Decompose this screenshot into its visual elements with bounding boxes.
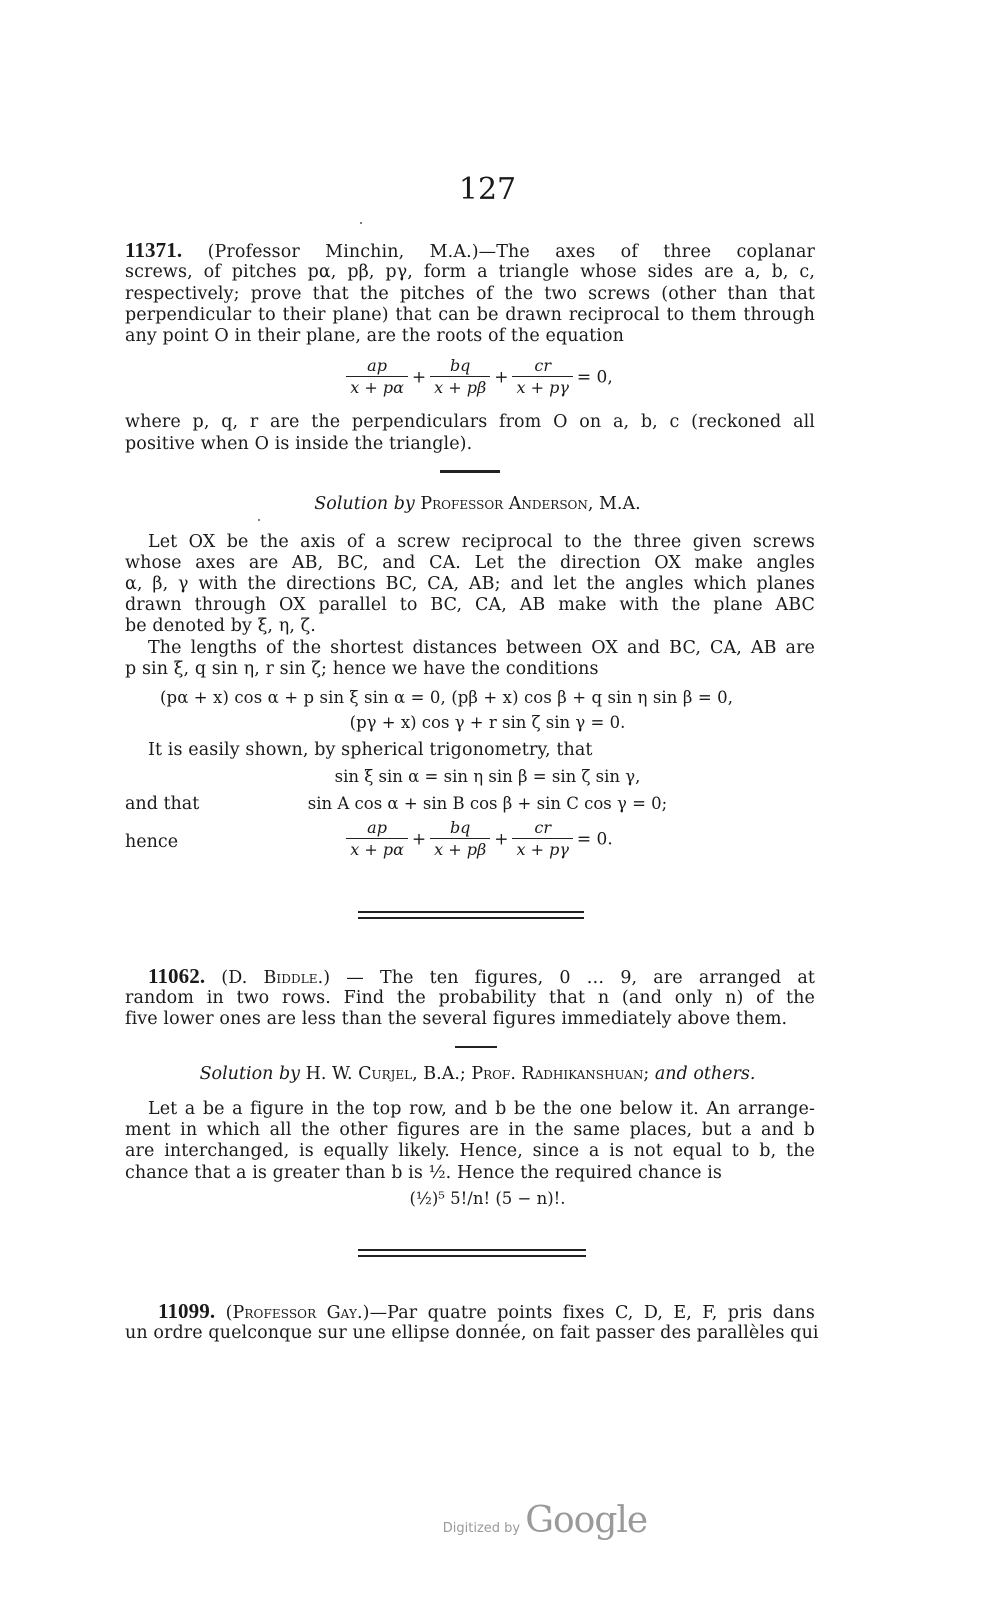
conditions-line-2: (pγ + x) cos γ + r sin ζ sin γ = 0.	[349, 713, 626, 732]
solution-line-4: drawn through OX parallel to BC, CA, AB make with the plane ABC	[125, 595, 815, 615]
problem-author: (Professor Minchin, M.A.)	[207, 242, 479, 262]
solution-heading: Solution by H. W. Curjel, B.A.; Prof. Radhikanshuan; and others.	[199, 1064, 756, 1084]
solution-line-2: whose axes are AB, BC, and CA. Let the direction OX make angles	[125, 553, 815, 573]
double-divider-bottom	[358, 1255, 586, 1257]
problem-11371-line-5: any point O in their plane, are the roots of the equation	[125, 326, 625, 346]
problem-11371-line-4: perpendicular to their plane) that can be drawn reciprocal to them through	[125, 305, 815, 325]
solution-11062-line-4: chance that a is greater than b is ½. Hence the required chance is	[125, 1163, 722, 1183]
conditions-line-1: (pα + x) cos α + p sin ξ sin α = 0, (pβ + x) cos β + q sin η sin β = 0,	[160, 688, 734, 707]
problem-11371-line-3: respectively; prove that the pitches of the two screws (other than that	[125, 284, 815, 304]
page-number: 127	[458, 172, 517, 207]
problem-number: 11099.	[158, 1299, 216, 1323]
problem-11371-line-1	[125, 240, 815, 263]
problem-number: 11062.	[148, 964, 206, 988]
problem-author: (D. Biddle.)	[221, 968, 331, 988]
double-divider-bottom	[358, 917, 584, 919]
equation-final: $\frac{ap}{x + p\alpha}$ + $\frac{bq}{x + p\beta}$ + $\frac{cr}{x + p\gamma}$ = 0.	[0, 818, 965, 861]
solution-11062-line-2: ment in which all the other figures are in the same places, but a and b	[125, 1120, 815, 1140]
result-formula: (½)⁵ 5!/n! (5 − n)!.	[409, 1189, 566, 1208]
problem-11062-line-3: five lower ones are less than the several figures immediately above them.	[125, 1009, 788, 1029]
solution-line-6: The lengths of the shortest distances between OX and BC, CA, AB are	[148, 638, 815, 658]
problem-11062-line-1	[148, 966, 815, 989]
problem-11371-after-1: where p, q, r are the perpendiculars from O on a, b, c (reckoned all	[125, 412, 815, 432]
hence-label: hence	[125, 832, 179, 852]
problem-11371-line-2: screws, of pitches pα, pβ, pγ, form a triangle whose sides are a, b, c,	[125, 262, 815, 282]
fraction: $\frac{ap}{x + p\alpha}$	[346, 356, 408, 399]
solution-line-1: Let OX be the axis of a screw reciprocal to the three given screws	[148, 532, 815, 552]
fraction: $\frac{cr}{x + p\gamma}$	[512, 818, 572, 861]
problem-11371-after-2: positive when O is inside the triangle).	[125, 434, 473, 454]
digitized-by-google-watermark	[0, 1500, 1000, 1541]
problem-11062-line-2: random in two rows. Find the probability that n (and only n) of the	[125, 988, 815, 1008]
solution-line-3: α, β, γ with the directions BC, CA, AB; and let the angles which planes	[125, 574, 815, 594]
problem-text: —Par quatre points fixes C, D, E, F, pris dans	[369, 1303, 815, 1323]
solution-11062-line-1: Let a be a figure in the top row, and b be the one below it. An arrange-	[148, 1099, 815, 1119]
fraction: $\frac{cr}{x + p\gamma}$	[512, 356, 572, 399]
solution-line-5: be denoted by ξ, η, ζ.	[125, 616, 316, 636]
solution-heading: Solution by Professor Anderson, M.A.	[314, 494, 641, 514]
double-divider-top	[358, 1249, 586, 1251]
problem-author: (Professor Gay.)	[225, 1303, 370, 1323]
trig-intro: It is easily shown, by spherical trigonometry, that	[148, 740, 593, 760]
watermark-prefix: Digitized by	[442, 1521, 521, 1536]
problem-text: —The axes of three coplanar	[478, 242, 815, 262]
and-that-label: and that	[125, 794, 200, 814]
solution-11062-line-3: are interchanged, is equally likely. Hence, since a is not equal to b, the	[125, 1141, 815, 1161]
trig-equation-1: sin ξ sin α = sin η sin β = sin ζ sin γ,	[334, 767, 641, 786]
fraction: $\frac{bq}{x + p\beta}$	[430, 356, 490, 399]
short-divider	[440, 470, 500, 473]
short-divider	[455, 1046, 497, 1048]
equation-main: $\frac{ap}{x + p\alpha}$ + $\frac{bq}{x + p\beta}$ + $\frac{cr}{x + p\gamma}$ = 0,	[0, 356, 965, 399]
problem-11099-line-1	[158, 1301, 815, 1324]
trig-equation-2: sin A cos α + sin B cos β + sin C cos γ = 0;	[307, 794, 668, 813]
google-logo: Google	[525, 1500, 648, 1541]
speck	[258, 519, 260, 521]
problem-text: — The ten figures, 0 … 9, are arranged at	[330, 968, 815, 988]
double-divider-top	[358, 911, 584, 913]
problem-11099-line-2: un ordre quelconque sur une ellipse donnée, on fait passer des parallèles qui	[125, 1323, 819, 1343]
fraction: $\frac{ap}{x + p\alpha}$	[346, 818, 408, 861]
fraction: $\frac{bq}{x + p\beta}$	[430, 818, 490, 861]
speck	[360, 222, 362, 224]
solution-line-7: p sin ξ, q sin η, r sin ζ; hence we have the conditions	[125, 659, 599, 679]
problem-number: 11371.	[125, 238, 183, 262]
